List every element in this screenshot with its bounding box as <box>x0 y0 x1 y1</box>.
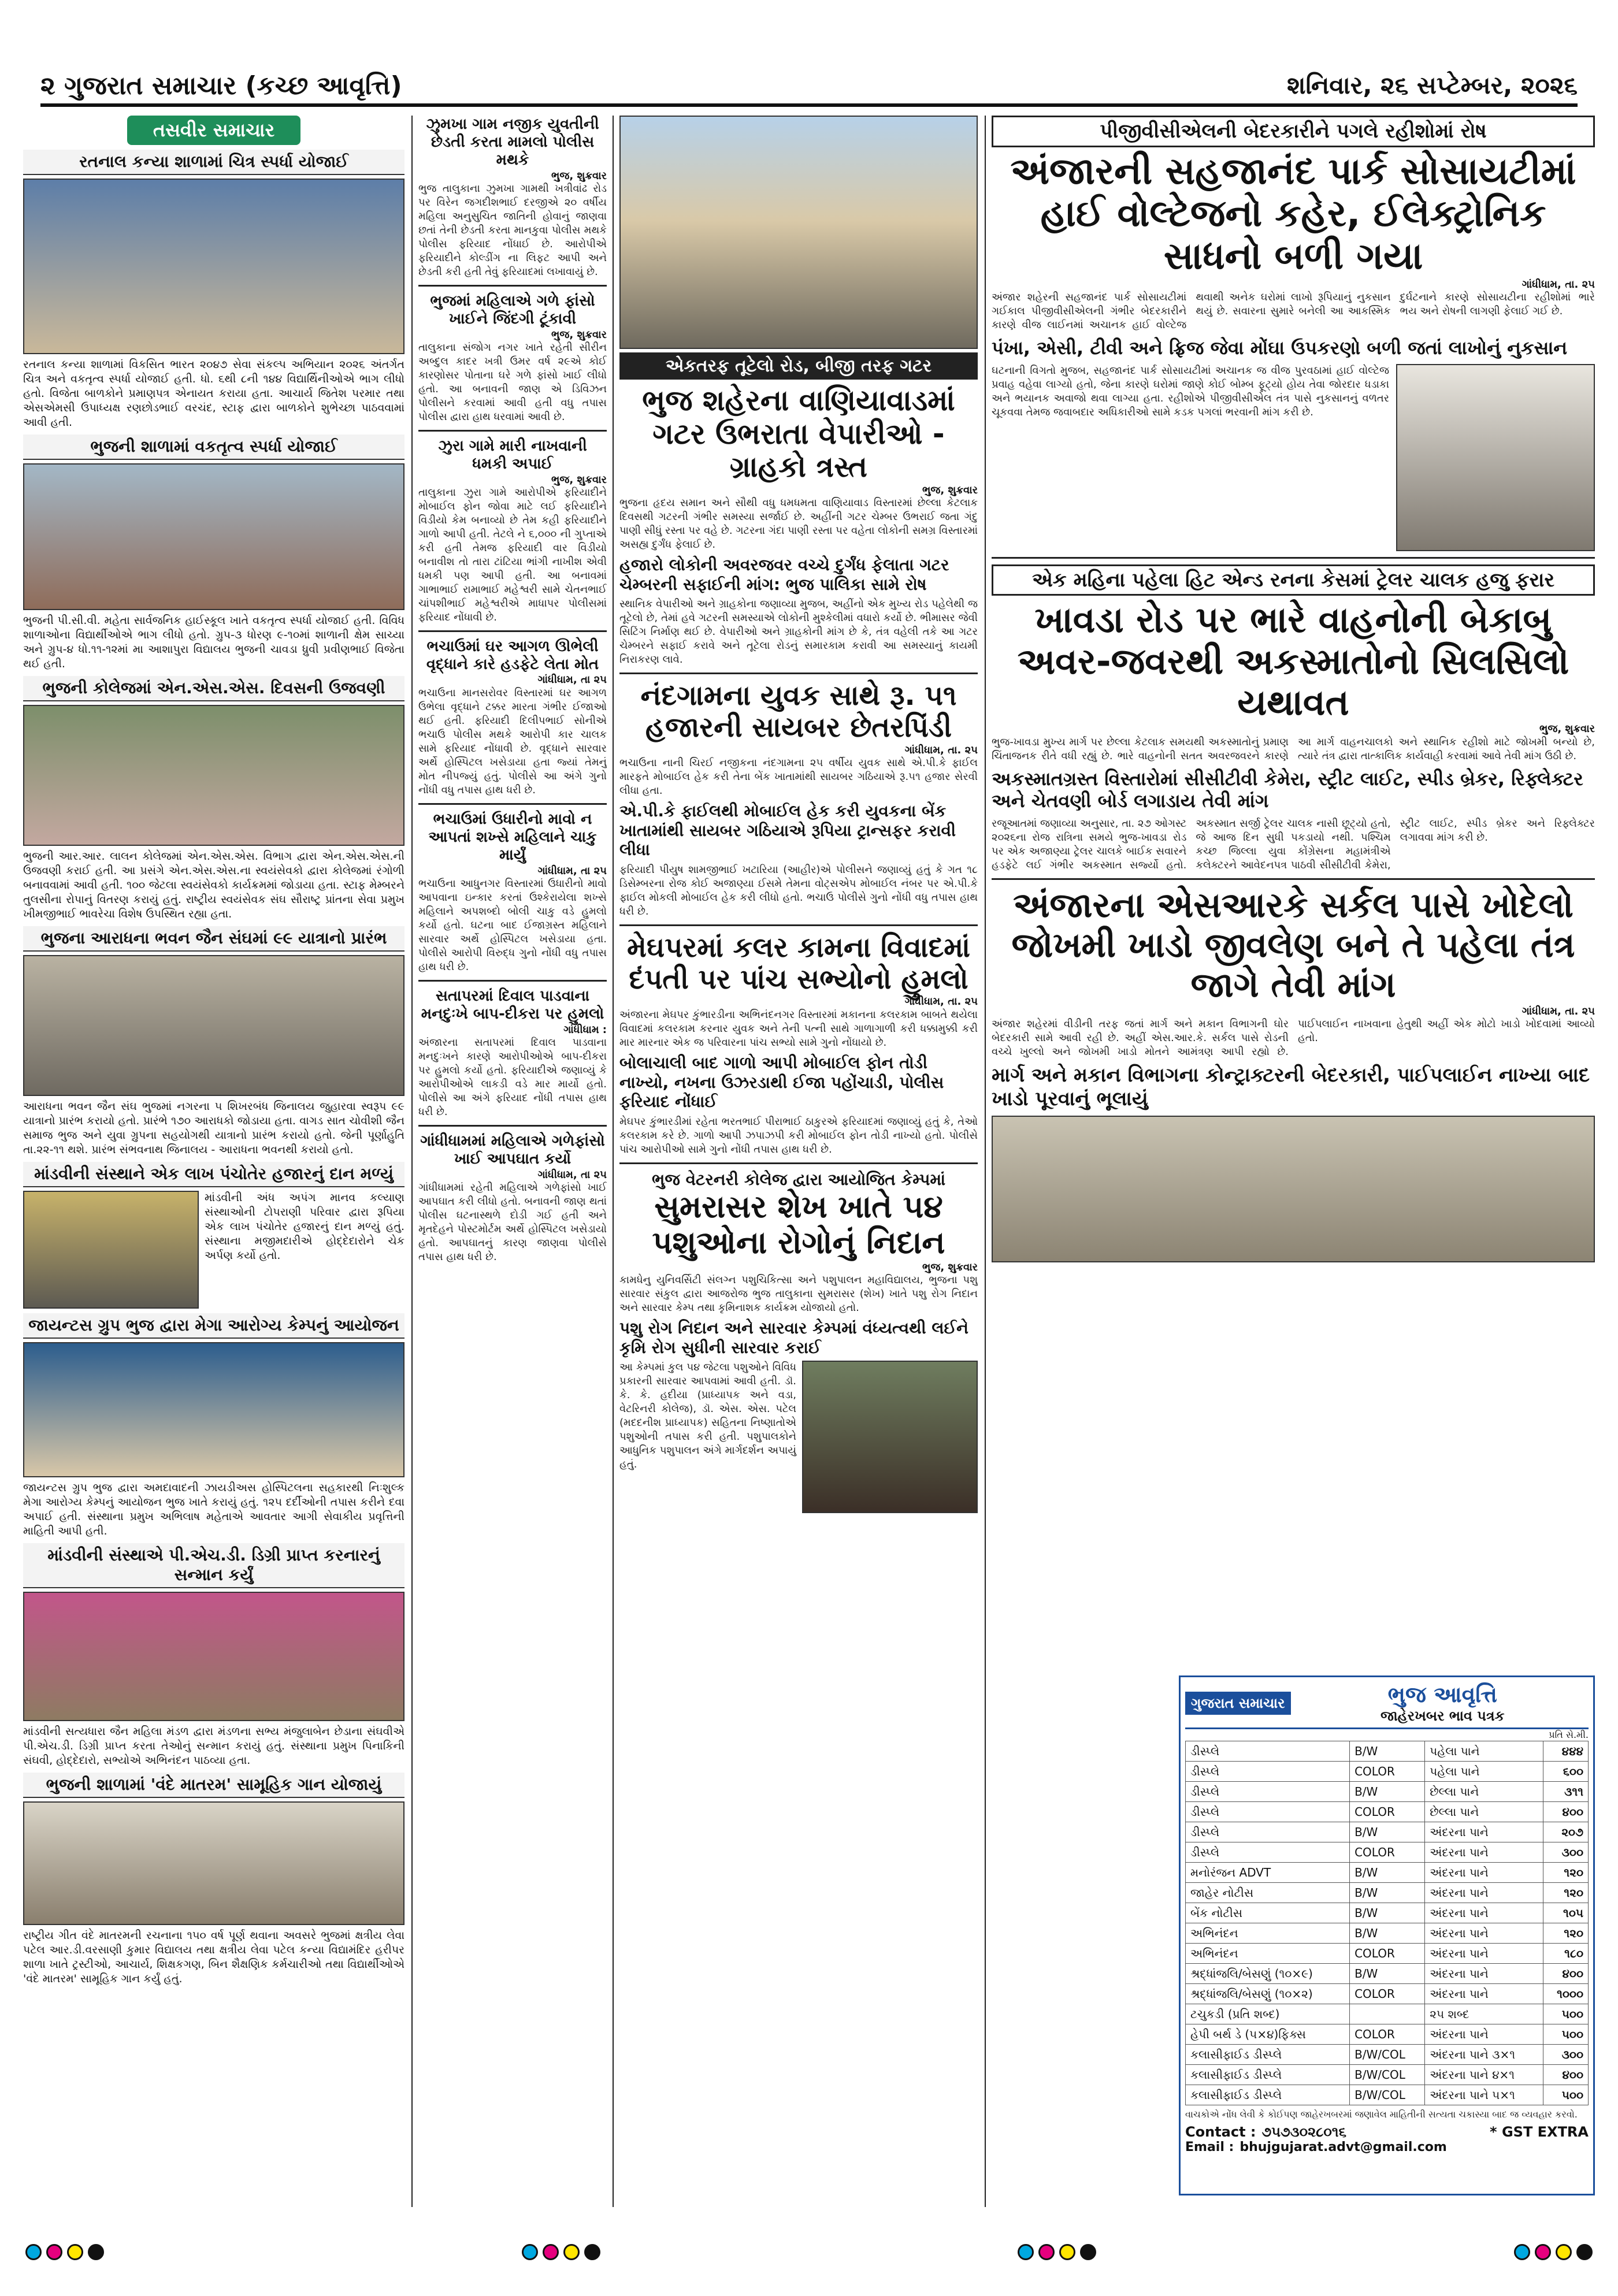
rate-rate-cell: ૩૦૦ <box>1543 1842 1588 1863</box>
rate-rate-cell: ૪૦૦ <box>1543 1802 1588 1822</box>
rate-item-cell: કલાસીફાઈડ ડીસ્પ્લે <box>1186 2085 1350 2105</box>
article-headline: ભુજ શહેરના વાણિયાવાડમાં ગટર ઉભરાતા વેપારીઓ - ગ્રાહકો ત્રસ્ત <box>642 384 955 484</box>
phd-honour-photo <box>23 1592 404 1721</box>
article-headline: ઝુમખા ગામ નજીક યુવતીની છેડતી કરતા મામલો પોલીસ મથકે <box>426 116 599 169</box>
rate-mode-cell: B/W <box>1350 1964 1425 1984</box>
dateline: ગાંધીધામ, તા. ૨૫ <box>1521 1005 1595 1017</box>
rate-pos-cell: અંદરના પાને <box>1425 1863 1543 1883</box>
rate-mode-cell: B/W <box>1350 1863 1425 1883</box>
picture-news-column <box>23 116 404 2207</box>
rate-row <box>1186 2085 1589 2105</box>
article-headline: ભચાઉમાં ઉધારીનો માવો ન આપતાં શખ્સે મહિલાને ચાકુ માર્યું <box>428 811 597 864</box>
rate-row <box>1186 1863 1589 1883</box>
picture-news-item <box>23 1773 404 1986</box>
article-subhead: બોલાચાલી બાદ ગાળો આપી મોબાઈલ ફોન તોડી નાખ્યો, નખના ઉઝરડાથી ઈજા પહોંચાડી, પોલીસ ફરિયાદ નોંધાઈ <box>619 1053 944 1112</box>
divider <box>418 430 607 432</box>
rate-card-subtitle: જાહેરખબર ભાવ પત્રક <box>1380 1708 1505 1724</box>
rate-mode-cell: COLOR <box>1350 1802 1425 1822</box>
rate-pos-cell: અંદરના પાને <box>1425 1842 1543 1863</box>
rate-row <box>1186 2045 1589 2065</box>
article-body: અંજારના મેઘપર કુંભારડીના અભિનંદનગર વિસ્તારમાં મકાનના કલરકામ બાબતે થયેલા વિવાદમાં કલરકામ કરનાર યુવક અને તેની પત્ની સાથે ગાળાગાળી કરી ધક્કામુક્કી કરી માર મારનાર એક જ પરિવારના પાંચ સભ્યો સામે ગુનો નોંધાયો છે. <box>619 1009 978 1049</box>
article-headline: મેઘપરમાં કલર કામના વિવાદમાં દંપતી પર પાંચ સભ્યોનો હુમલો <box>627 931 970 996</box>
rate-rate-cell: ૧૦૫ <box>1543 1903 1588 1923</box>
item-heading: જાયન્ટસ ગ્રુપ ભુજ દ્વારા મેગા આરોગ્ય કેમ્પનું આયોજન <box>23 1313 404 1339</box>
rate-pos-cell: ૨૫ શબ્દ <box>1425 2004 1543 2024</box>
rate-row <box>1186 1944 1589 1964</box>
item-caption: રાષ્ટ્રીય ગીત વંદે માતરમની રચનાના ૧૫૦ વર્ષ પૂર્ણ થવાના અવસરે ભુજમાં ક્ષત્રીય લેવા પટેલ આર.ડી.વરસાણી કુમાર વિદ્યાલય તથા ક્ષત્રીય લેવા પટેલ કન્યા વિદ્યામંદિર હરીપર શાળા ખાતે ટ્રસ્ટીઓ, આચાર્ય, શિક્ષકગણ, બિન શૈક્ષણિક કર્મચારીઓ તથા વિદ્યાર્થીઓએ 'વંદે માતરમ' સામૂહિક ગાન કર્યું હતું. <box>23 1929 404 1985</box>
divider <box>418 285 607 287</box>
rate-pos-cell: અંદરના પાને <box>1425 1944 1543 1964</box>
rate-item-cell: ડીસ્પ્લે <box>1186 1741 1350 1762</box>
rate-rate-cell: ૪૦૦ <box>1543 1964 1588 1984</box>
column-divider <box>985 116 986 2207</box>
contact-phone[interactable]: ૭૫૭૩૦૨૮૦૧૬ <box>1261 2124 1347 2140</box>
rate-rate-cell: ૧૮૦ <box>1543 1944 1588 1964</box>
rate-item-cell: બેંક નોટીસ <box>1186 1903 1350 1923</box>
article-body: અંજાર શહેરમાં વીડીની તરફ જતાં માર્ગ અને મકાન વિભાગની ઘોર બેદરકારી સામે આવી રહી છે. અહીં એસ.આર.કે. સર્કલ પાસે રોડની વચ્ચે ખુલ્લો અને જોખમી ખાડો મોતને આમંત્રણ આપી રહ્યો છે. પાઈપલાઈન નાખવાના હેતુથી અહીં એક મોટો ખાડો ખોદવામાં આવ્યો હતો. <box>992 1018 1595 1058</box>
dateline: ગાંધીધામ, તા. ૨૫ <box>904 995 978 1008</box>
rate-row <box>1186 1782 1589 1802</box>
rate-row <box>1186 1883 1589 1903</box>
rate-item-cell: કલાસીફાઈડ ડીસ્પ્લે <box>1186 2065 1350 2085</box>
dateline: ભુજ, શુક્રવાર <box>551 328 607 341</box>
rate-mode-cell: B/W <box>1350 1741 1425 1762</box>
rate-mode-cell: COLOR <box>1350 2024 1425 2045</box>
article-headline: અંજારના એસઆરકે સર્કલ પાસે ખોદેલો જોખમી ખાડો જીવલેણ બને તે પહેલા તંત્ર જાગે તેવી માંગ <box>1011 885 1575 1005</box>
rate-item-cell: કલાસીફાઈડ ડીસ્પ્લે <box>1186 2045 1350 2065</box>
rate-pos-cell: અંદરના પાને ૪×૧ <box>1425 2065 1543 2085</box>
dateline: ગાંધીધામ, તા ૨૫ <box>537 674 607 686</box>
rate-pos-cell: છેલ્લા પાને <box>1425 1782 1543 1802</box>
rate-pos-cell: અંદરના પાને <box>1425 1964 1543 1984</box>
article-body: રજૂઆતમાં જણાવ્યા અનુસાર, તા. ૨૭ ઓગસ્ટ ૨૦૨૬ના રોજ રાત્રિના સમયે ભુજ-ખાવડા રોડ પર એક અજાણ્યા ટ્રેલર ચાલકે બાઈક સવારને હડફેટે લઈ ગંભીર અકસ્માત સર્જ્યો હતો. અકસ્માત સર્જી ટ્રેલર ચાલક નાસી છૂટ્યો હતો, જે આજ દિન સુધી પકડાયો નથી. પશ્ચિમ કચ્છ જિલ્લા યુવા કોંગ્રેસના મહામંત્રીએ કલેક્ટરને આવેદનપત્ર પાઠવી સીસીટીવી કેમેરા, સ્ટ્રીટ લાઈટ, સ્પીડ બ્રેકર અને રિફ્લેક્ટર લગાવવા માંગ કરી છે. <box>992 817 1595 871</box>
article-body: ગાંધીધામમાં રહેતી મહિલાએ ગળેફાંસો ખાઈ આપઘાત કરી લીધો હતો. બનાવની જાણ થતાં પોલીસ ઘટનાસ્થળે દોડી ગઈ હતી અને મૃતદેહને પોસ્ટમોર્ટમ અર્થે હોસ્પિટલ ખસેડાયો હતો. આપઘાતનું કારણ જાણવા પોલીસે તપાસ હાથ ધરી છે. <box>418 1182 607 1264</box>
rate-pos-cell: છેલ્લા પાને <box>1425 1802 1543 1822</box>
rate-item-cell: જાહેર નોટીસ <box>1186 1883 1350 1903</box>
rate-row <box>1186 1903 1589 1923</box>
article-headline: નંદગામના યુવક સાથે રૂ. ૫૧ હજારની સાયબર છેતરપિંડી <box>640 679 957 744</box>
rate-item-cell: શ્રદ્ધાંજલિ/બેસણું (૧૦×૯) <box>1186 1964 1350 1984</box>
rate-item-cell: ડીસ્પ્લે <box>1186 1762 1350 1782</box>
rate-mode-cell: B/W/COL <box>1350 2065 1425 2085</box>
article-body: અંજારના સતાપરમાં દિવાલ પાડવાના મનદુઃખને કારણે આરોપીઓએ બાપ-દીકરા પર હુમલો કર્યો હતો. ફરિયાદીએ જણાવ્યું કે આરોપીઓએ લાકડી વડે માર માર્યો હતો. પોલીસે આ અંગે ફરિયાદ નોંધી તપાસ હાથ ધરી છે. <box>418 1036 607 1119</box>
article-body: આ કેમ્પમાં કુલ ૫૪ જેટલા પશુઓને વિવિધ પ્રકારની સારવાર આપવામાં આવી હતી. ડૉ. કે. કે. હદીયા (પ્રાધ્યાપક અને વડા, વેટરિનરી કોલેજ), ડૉ. એસ. એસ. પટેલ (મદદનીશ પ્રાધ્યાપક) સહિતના નિષ્ણાતોએ પશુઓની તપાસ કરી હતી. પશુપાલકોને આધુનિક પશુપાલન અંગે માર્ગદર્શન અપાયું હતું. <box>619 1361 796 1471</box>
flooded-road-photo <box>619 116 978 349</box>
article-headline: ગાંધીધામમાં મહિલાએ ગળેફાંસો ખાઈ આપઘાત કર્યો <box>420 1132 605 1168</box>
rate-rate-cell: ૧૨૦ <box>1543 1883 1588 1903</box>
rate-pos-cell: અંદરના પાને <box>1425 1984 1543 2004</box>
rate-rate-cell: ૬૦૦ <box>1543 1762 1588 1782</box>
item-heading: ભુજની શાળામાં 'વંદે માતરમ' સામૂહિક ગાન યોજાયું <box>23 1773 404 1798</box>
email-label: Email : <box>1185 2140 1234 2154</box>
article-headline: ભચાઉમાં ઘર આગળ ઊભેલી વૃદ્ધાને કારે હડફેટે લેતા મોત <box>426 638 599 674</box>
rate-item-cell: હેપી બર્થ ડે (૫×૪)ફિક્સ <box>1186 2024 1350 2045</box>
article-body: ભુજ તાલુકાના ઝુમખા ગામથી ખત્રીવાંઢ રોડ પર વિરેન જગદીશભાઈ દરજીએ ૨૦ વર્ષીય મહિલા અનુસુચિત જાતિની હોવાનું જાણવા છતાં તેની છેડતી કરતા માનકુવા પોલીસ મથકે પોલીસ ફરિયાદ નોંધાઈ છે. આરોપીએ ફરિયાદીને કોલ્ડીંગ ના લિફટ આપી અને છેડતી કરી હતી તેવું ફરિયાદમાં લખાવાયું છે. <box>418 183 607 278</box>
item-caption: આરાધના ભવન જૈન સંઘ ભુજમાં નગરના ૫ શિખરબંધ જિનાલય જુહારવા સ્વરૂપ ૯૯ યાત્રાનો પ્રારંભ કરાયો હતો. પ્રારંભે ૧૭૦ આરાધકો જોડાયા હતા. વાગડ સાત ચોવીશી જૈન સમાજ ભુજ અને યુવા ગ્રુપના સહયોગથી યાત્રાનો પ્રારંભ કરાયો હતો. જેની પૂર્ણાહુતિ તા.૨૨-૧૧ થશે. પ્રારંભ સંભવનાથ જિનાલય - આરાધના ભવનથી કરાયો હતો. <box>23 1100 404 1156</box>
rate-table <box>1185 1741 1589 2105</box>
article-subhead: અકસ્માતગ્રસ્ત વિસ્તારોમાં સીસીટીવી કેમેરા, સ્ટ્રીટ લાઈટ, સ્પીડ બ્રેકર, રિફ્લેક્ટર અને ચેતવણી બોર્ડ લગાડાય તેવી માંગ <box>992 767 1583 812</box>
nss-day-photo <box>23 705 404 846</box>
article-headline: ખાવડા રોડ પર ભારે વાહનોની બેકાબુ અવર-જવરથી અકસ્માતોનો સિલસિલો યથાવત <box>1017 599 1569 723</box>
rate-card-title: ભુજ આવૃત્તિ <box>1387 1682 1497 1707</box>
rate-item-cell: અભિનંદન <box>1186 1944 1350 1964</box>
rate-row <box>1186 2024 1589 2045</box>
rate-rate-cell: ૪૦૦ <box>1543 2065 1588 2085</box>
article-body: ભુજના હૃદય સમાન અને સૌથી વધુ ધમધમતા વાણિયાવાડ વિસ્તારમાં છેલ્લા કેટલાક દિવસથી ગટરની ગંભીર સમસ્યા સર્જાઈ છે. અહીંની ગટર ચેમ્બર ઉભરાઈ જતા ગંદુ પાણી સીધું રસ્તા પર વહે છે. ગટરના ગંદા પાણી રસ્તા પર વહેતા લોકોની સમગ્ર વિસ્તારમાં અસહ્ય દુર્ગંધ ફેલાઈ છે. <box>619 497 978 551</box>
article-body: ફરિયાદી પીયુષ શામજીભાઈ ખટારિયા (આહીર)એ પોલીસને જણાવ્યું હતું કે ગત ૧૮ ડિસેમ્બરના રોજ કોઈ અજાણ્યા ઈસમે તેમના વોટ્સએપ મોબાઈલ નંબર પર એ.પી.કે ફાઈલ મોકલી મોબાઈલ હેક કરી લીધો હતો. ભચાઉ પોલીસે ગુનો નોંધી વધુ તપાસ હાથ ધરી છે. <box>619 864 978 918</box>
rate-pos-cell: પહેલા પાને <box>1425 1741 1543 1762</box>
rate-card <box>1179 1675 1595 2195</box>
article-headline: ભુજમાં મહિલાએ ગળે ફાંસો ખાઈને જિંદગી ટૂંકાવી <box>430 292 595 328</box>
divider <box>418 803 607 805</box>
article-body: તાલુકાના સંજોગ નગર ખાતે રહેતી સીરીન અબ્દુલ કાદર ખત્રી ઉમર વર્ષ ૨૯એ કોઈ કારણોસર પોતાના ઘરે ગળે ફાંસો ખાઈ લીધો હતો. આ બનાવની જાણ એ ડિવિઝન પોલીસને કરવામાં આવી હતી વધુ તપાસ પોલીસ દ્વારા હાથ ધરવામાં આવી છે. <box>418 341 607 423</box>
dateline: ભુજ, શુક્રવાર <box>1539 723 1595 735</box>
burnt-switchboard-photo <box>1396 364 1595 551</box>
article-body: અંજાર શહેરની સહજાનંદ પાર્ક સોસાયટીમાં ગઈકાલ પીજીવીસીએલની ગંભીર બેદરકારીને કારણે વીજ લાઈનમાં અચાનક હાઈ વોલ્ટેજ થવાથી અનેક ઘરોમાં લાખો રૂપિયાનું નુકસાન થયું છે. સવારના સુમારે બનેલી આ આકસ્મિક દુર્ઘટનાને કારણે સોસાયટીના રહીશોમાં ભારે ભય અને રોષની લાગણી ફેલાઈ ગઈ છે. <box>992 291 1595 332</box>
picture-news-item <box>23 434 404 671</box>
health-camp-photo <box>23 1342 404 1477</box>
dateline: ભુજ, શુક્રવાર <box>551 169 607 182</box>
kicker-box <box>992 116 1595 147</box>
newspaper-edition: ૨ ગુજરાત સમાચાર (કચ્છ આવૃત્તિ) <box>40 71 402 101</box>
rate-pos-cell: અંદરના પાને <box>1425 2024 1543 2045</box>
rate-row <box>1186 1842 1589 1863</box>
article-body: ભચાઉના માનસરોવર વિસ્તારમાં ઘર આગળ ઉભેલા વૃદ્ધાને ટક્કર મારતા ગંભીર ઈજાઓ થઈ હતી. ફરિયાદી દિલીપભાઈ સોનીએ ભચાઉ પોલીસ મથકે આરોપી કાર ચાલક સામે ફરિયાદ નોંધાવી છે. વૃદ્ધાને સારવાર અર્થે હોસ્પિટલ ખસેડાયા હતા જ્યાં તેમનું મોત નીપજ્યું હતું. પોલીસે આ અંગે ગુનો નોંધી વધુ તપાસ હાથ ધરી છે. <box>418 687 607 797</box>
rate-mode-cell: B/W <box>1350 1782 1425 1802</box>
dateline: ભુજ, શુક્રવાર <box>922 484 978 496</box>
rate-item-cell: અભિનંદન <box>1186 1923 1350 1944</box>
photo-caption-banner: એકતરફ તૂટેલો રોડ, બીજી તરફ ગટર <box>619 352 978 380</box>
rate-rate-cell: ૫૦૦ <box>1543 2004 1588 2024</box>
rate-rate-cell: ૧૨૦ <box>1543 1863 1588 1883</box>
page-header <box>40 66 1578 107</box>
article-body: ભચાઉના આધુનગર વિસ્તારમાં ઉધારીનો માવો આપવાના ઇન્કાર કરતાં ઉશ્કેરાયેલા શખ્સે મહિલાને અપશબ્દો બોલી ચાકુ વડે હુમલો કર્યો હતો. ઘટના બાદ ઈજાગ્રસ્ત મહિલાને સારવાર અર્થે હોસ્પિટલ ખસેડાયા હતા. પોલીસે આરોપી વિરુદ્ધ ગુનો નોંધી વધુ તપાસ હાથ ધરી છે. <box>418 878 607 974</box>
article-headline: સુમરાસર શેખ ખાતે ૫૪ પશુઓના રોગોનું નિદાન <box>652 1188 945 1261</box>
article-body: મેઘપર કુંભારડીમાં રહેતા ભરતભાઈ પીરાભાઈ ઠાકુરએ ફરિયાદમાં જણાવ્યું હતું કે, તેઓ કલરકામ કરે છે. ગાળો આપી ઝપાઝપી કરી મોબાઈલ ફોન તોડી નાખ્યો હતો. પોલીસે પાંચ આરોપીઓ સામે ગુનો નોંધી તપાસ હાથ ધરી છે. <box>619 1115 978 1156</box>
rate-row <box>1186 1762 1589 1782</box>
rate-row <box>1186 2004 1589 2024</box>
rate-pos-cell: અંદરના પાને <box>1425 1903 1543 1923</box>
divider <box>418 1125 607 1127</box>
article-subhead: હજારો લોકોની અવરજવર વચ્ચે દુર્ગંધ ફેલાતા ગટર ચેમ્બરની સફાઈની માંગ: ભુજ પાલિકા સામે રોષ <box>619 555 949 594</box>
item-heading: ભુજની શાળામાં વકતૃત્વ સ્પર્ધા યોજાઈ <box>23 434 404 460</box>
rate-pos-cell: અંદરના પાને ૫×૧ <box>1425 2085 1543 2105</box>
rate-mode-cell: B/W <box>1350 1923 1425 1944</box>
kicker-box <box>992 564 1595 596</box>
rate-item-cell: ડીસ્પ્લે <box>1186 1802 1350 1822</box>
item-heading: ભુજના આરાધના ભવન જૈન સંઘમાં ૯૯ યાત્રાનો પ્રારંભ <box>23 926 404 952</box>
divider <box>418 630 607 632</box>
rate-mode-cell: COLOR <box>1350 1984 1425 2004</box>
rate-mode-cell: COLOR <box>1350 1944 1425 1964</box>
reader-note: વાચકોએ નોંધ લેવી કે કોઈપણ જાહેરખબરમાં જણાવેલ માહિતીની સત્યતા ચકાસ્યા બાદ જ વ્યવહાર કરવો. <box>1185 2109 1578 2120</box>
rate-rate-cell: ૩૧૧ <box>1543 1782 1588 1802</box>
center-news-column <box>619 116 978 2207</box>
short-news-column <box>418 116 607 2207</box>
rate-rate-cell: ૫૦૦ <box>1543 2085 1588 2105</box>
dateline: ગાંધીધામ : <box>563 1023 607 1036</box>
item-caption: ભુજની આર.આર. લાલન કોલેજમાં એન.એસ.એસ. વિભાગ દ્વારા એન.એસ.એસ.ની ઉજવણી કરાઈ હતી. આ પ્રસંગે એન.એસ.એસ.ના સ્વયંસેવકો દ્વારા કોલેજમાં રંગોળી બનાવવામાં આવી હતી. ૧૦૦ જેટલા સ્વયંસેવકો કાર્યક્રમમાં જોડાયા હતા. સ્ટાફ મેમ્બરને તુલસીના રોપાનું વિતરણ કરાયું હતું. રાષ્ટ્રીય સ્વયંસેવક સંઘ સૌરાષ્ટ્ર પ્રાંતના સેવા પ્રમુખ ખીમજીભાઈ ભાવરેચા વિશેષ ઉપસ્થિત રહ્યા હતા. <box>23 850 404 920</box>
picture-news-item <box>23 1543 404 1768</box>
article-subhead: એ.પી.કે ફાઈલથી મોબાઈલ હેક કરી યુવકના બેંક ખાતામાંથી સાયબર ગઠિયાએ રૂપિયા ટ્રાન્સફર કરાવી લીધા <box>619 801 956 860</box>
rate-row <box>1186 2065 1589 2085</box>
item-caption: માંડવીની સત્યધારા જૈન મહિલા મંડળ દ્વારા મંડળના સભ્ય મંજુલાબેન છેડાના સંઘવીએ પી.એચ.ડી. ડિગ્રી પ્રાપ્ત કરતા તેઓનું સન્માન કરાયું હતું. સંસ્થાના પ્રમુખ પિનાકિની સંઘવી, હોદ્દેદારો, સભ્યોએ અભિનંદન પાઠવ્યા હતા. <box>23 1725 404 1767</box>
article-kicker: પીજીવીસીએલની બેદરકારીને પગલે રહીશોમાં રોષ <box>1100 120 1487 143</box>
vet-camp-photo <box>802 1361 978 1513</box>
rate-pos-cell: અંદરના પાને <box>1425 1822 1543 1842</box>
rate-pos-cell: અંદરના પાને ૩×૧ <box>1425 2045 1543 2065</box>
item-caption: ભુજની પી.સી.વી. મહેતા સાર્વજનિક હાઈસ્કૂલ ખાતે વકતૃત્વ સ્પર્ધા યોજાઈ હતી. વિવિધ શાળાઓના વિદ્યાર્થીઓએ ભાગ લીધો હતો. ગ્રુપ-૩ ધોરણ ૯-૧૦માં શાળાની ક્ષેમ સાચ્યા અને ગ્રુપ-૪ ધો.૧૧-૧૨માં મા આશાપુરા વિદ્યાલય ભુજની ચાવડા ધ્રુવી પ્રવીણભાઈ વિજેતા થઈ હતી. <box>23 614 404 670</box>
open-pit-photo <box>992 1116 1595 1262</box>
rate-mode-cell: B/W <box>1350 1903 1425 1923</box>
article-headline: સતાપરમાં દિવાલ પાડવાના મનદુઃખે બાપ-દીકરા પર હુમલો <box>421 987 604 1023</box>
rate-row <box>1186 1984 1589 2004</box>
article-subhead: પશુ રોગ નિદાન અને સારવાર કેમ્પમાં વંધ્યત્વથી લઈને કૃમિ રોગ સુધીની સારવાર કરાઈ <box>619 1318 969 1357</box>
picture-news-item <box>23 1162 404 1309</box>
rate-mode-cell: B/W <box>1350 1883 1425 1903</box>
dateline: ગાંધીધામ, તા. ૨૫ <box>1521 278 1595 291</box>
printer-registration-marks <box>23 2242 1595 2265</box>
speech-contest-photo <box>23 463 404 610</box>
item-heading: ભુજની કોલેજમાં એન.એસ.એસ. દિવસની ઉજવણી <box>23 676 404 701</box>
jain-yatra-photo <box>23 955 404 1096</box>
article-body: ઘટનાની વિગતો મુજબ, સહજાનંદ પાર્ક સોસાયટીમાં અચાનક જ વીજ પુરવઠામાં હાઈ વોલ્ટેજ પ્રવાહ વહેવા લાગ્યો હતો, જેના કારણે ઘરોમાં જાણે કોઈ બોમ્બ ફૂટ્યો હોય તેવા જોરદાર ધડાકા અને ભયાનક અવાજો થવા લાગ્યા હતા. રહીશોએ પીજીવીસીએલ તંત્ર પાસે નુકસાનનું વળતર ચૂકવવા તેમજ જવાબદાર અધિકારીઓ સામે કડક પગલાં ભરવાની માંગ કરી છે. <box>992 364 1389 418</box>
article-headline: અંજારની સહજાનંદ પાર્ક સોસાયટીમાં હાઈ વોલ્ટેજનો કહેર, ઈલેક્ટ્રોનિક સાધનો બળી ગયા <box>1010 150 1576 278</box>
column-divider <box>613 116 614 2207</box>
rate-mode-cell: B/W/COL <box>1350 2045 1425 2065</box>
rate-item-cell: ડીસ્પ્લે <box>1186 1842 1350 1863</box>
school-drawing-photo <box>23 179 404 354</box>
rate-mode-cell: B/W/COL <box>1350 2085 1425 2105</box>
article-body: ભચાઉના નાની ચિરઈ નજીકના નંદગામના ૨૫ વર્ષીય યુવક સાથે એ.પી.કે ફાઈલ મારફતે મોબાઈલ હેક કરી તેના બેંક ખાતામાંથી સાયબર ગઠિયાએ રૂ.૫૧ હજાર સેરવી લીધા હતા. <box>619 757 978 797</box>
rate-rate-cell: ૫૦૦ <box>1543 2024 1588 2045</box>
issue-date: શનિવાર, ૨૬ સપ્ટેમ્બર, ૨૦૨૬ <box>1287 71 1578 99</box>
rate-row <box>1186 1822 1589 1842</box>
vande-mataram-photo <box>23 1801 404 1925</box>
rate-rate-cell: ૩૦૦ <box>1543 2045 1588 2065</box>
item-heading: માંડવીની સંસ્થાને એક લાખ પંચોતેર હજારનું દાન મળ્યું <box>23 1162 404 1187</box>
dateline: ગાંધીધામ, તા ૨૫ <box>537 864 607 877</box>
article-subhead: માર્ગ અને મકાન વિભાગના કોન્ટ્રાક્ટરની બેદરકારી, પાઈપલાઈન નાખ્યા બાદ ખાડો પૂરવાનું ભૂલાયું <box>992 1064 1590 1111</box>
rate-item-cell: ડીસ્પ્લે <box>1186 1782 1350 1802</box>
rate-mode-cell: COLOR <box>1350 1842 1425 1863</box>
divider <box>418 980 607 982</box>
rate-rate-cell: ૧૨૦ <box>1543 1923 1588 1944</box>
article-body: કામધેનુ યુનિવર્સિટી સંલગ્ન પશુચિકિત્સા અને પશુપાલન મહાવિદ્યાલય, ભુજના પશુ સારવાર સંકુલ દ્વારા આજરોજ ભુજ તાલુકાના સુમરાસર (શેખ) ખાતે પશુ રોગ નિદાન અને સારવાર કેમ્પ તથા કૃમિનાશક કાર્યક્રમ યોજાયો હતો. <box>619 1274 978 1314</box>
picture-news-item <box>23 926 404 1157</box>
rate-mode-cell: COLOR <box>1350 1762 1425 1782</box>
rate-unit: પ્રતિ સે.મી. <box>1549 1729 1589 1740</box>
picture-news-item <box>23 676 404 922</box>
article-body: તાલુકાના ઝુરા ગામે આરોપીએ ફરિયાદીને મોબાઈલ ફોન જોવા માટે લઈ ફરિયાદીને વિડીયો કેમ બનાવ્યો છે તેમ કહી ફરિયાદીને ગાળો આપી હતી. તેટલે ને ૬,૦૦૦ ની ગુપ્તાએ કરી હતી તેમજ ફરિયાદી વાર વિડીયો બનાવીશ તો તારા ટાંટિયા ભાંગી નાખીશ એવી ધમકી પણ આપી હતી. આ બનાવમાં ગાભાભાઈ રામાભાઈ મહેશ્વરી સામે ચેતનભાઈ ચાંપશીભાઈ મહેશ્વરીએ માધાપર પોલીસમાં ફરિયાદ નોંધાવી છે. <box>418 486 607 624</box>
divider <box>619 924 978 926</box>
dateline: ગાંધીધામ, તા. ૨૫ <box>904 744 978 756</box>
contact-email[interactable]: bhujgujarat.advt@gmail.com <box>1240 2140 1447 2154</box>
rate-card-brand: ગુજરાત સમાચાર <box>1185 1692 1291 1715</box>
divider <box>619 673 978 674</box>
contact-label: Contact : <box>1185 2124 1256 2140</box>
rate-item-cell: મનોરંજન ADVT <box>1186 1863 1350 1883</box>
rate-item-cell: ટચુકડી (પ્રતિ શબ્દ) <box>1186 2004 1350 2024</box>
donation-photo <box>23 1191 199 1309</box>
picture-news-item <box>23 150 404 430</box>
gst-note: * GST EXTRA <box>1490 2124 1589 2140</box>
rate-row <box>1186 1802 1589 1822</box>
item-caption: જાયન્ટસ ગ્રુપ ભુજ દ્વારા અમદાવાદની ઝાયડીઅસ હોસ્પિટલના સહકારથી નિઃશુલ્ક મેગા આરોગ્ય કેમ્પનું આયોજન ભુજ ખાતે કરાયું હતું. ૧૨૫ દર્દીઓની તપાસ કરીને દવા અપાઈ હતી. સંસ્થાના પ્રમુખ અભિલાષ મહેતાએ આવતાર આગી સેવાકીય પ્રવૃત્તિની માહિતી આપી હતી. <box>23 1481 404 1537</box>
photo-kicker: ભુજ વેટરનરી કોલેજ દ્વારા આયોજિત કેમ્પમાં <box>651 1169 946 1189</box>
article-body: ભુજ-ખાવડા મુખ્ય માર્ગ પર છેલ્લા કેટલાક સમયથી અકસ્માતોનું પ્રમાણ ચિંતાજનક રીતે વધી રહ્યું છે. ભારે વાહનોની સતત અવરજવરને કારણે આ માર્ગ વાહનચાલકો અને સ્થાનિક રહીશો માટે જોખમી બન્યો છે, ત્યારે તંત્ર દ્વારા તાત્કાલિક કાર્યવાહી કરવામાં આવે તેવી માંગ ઉઠી છે. <box>992 735 1595 762</box>
article-kicker: એક મહિના પહેલા હિટ એન્ડ રનના કેસમાં ટ્રેલર ચાલક હજુ ફરાર <box>1031 568 1555 592</box>
divider <box>992 878 1595 880</box>
rate-rate-cell: ૧૦૦૦ <box>1543 1984 1588 2004</box>
picture-news-tag: તસવીર સમાચાર <box>127 116 300 145</box>
rate-pos-cell: અંદરના પાને <box>1425 1923 1543 1944</box>
dateline: ગાંધીધામ, તા ૨૫ <box>537 1168 607 1181</box>
article-headline: ઝુરા ગામે મારી નાખવાની ધમકી અપાઈ <box>438 437 587 473</box>
article-body: સ્થાનિક વેપારીઓ અને ગ્રાહકોના જણાવ્યા મુજબ, અહીંનો એક મુખ્ય રોડ પહેલેથી જ તૂટેલો છે, તેમાં હવે ગટરની સમસ્યાએ લોકોની મુશ્કેલીમાં વધારો કર્યો છે. ભીમાસર જેવી સિટિંગ નિર્માણ થઈ છે. વેપારીઓ અને ગ્રાહકોની માંગ છે કે, તંત્ર વહેલી તકે આ ગટર ચેમ્બરને સફાઈ કરાવે અને તૂટેલા રોડનું સમારકામ કરાવી આ સમસ્યાનું કાયમી નિરાકરણ લાવે. <box>619 598 978 666</box>
rate-rate-cell: ૨૦૭ <box>1543 1822 1588 1842</box>
item-heading: રતનાલ કન્યા શાળામાં ચિત્ર સ્પર્ધા યોજાઈ <box>23 150 404 175</box>
item-caption: રતનાલ કન્યા શાળામાં વિકસિત ભારત ૨૦૪૭ સેવા સંકલ્પ અભિયાન ૨૦૨૬ અંતર્ગત ચિત્ર અને વકતૃત્વ સ્પર્ધા યોજાઈ હતી. ધો. ૬થી ૮ની ૧૪૪ વિદ્યાર્થિનીઓએ ભાગ લીધો હતો. વિજેતા બાળકોને પ્રમાણપત્ર એનાયત કરાયા હતા. આચાર્ય જિતેશ પરમાર તથા એસએમસી ઉપાધ્યક્ષ રણછોડભાઈ વરચંદ, સ્ટાફ દ્વારા બાળકોને શુભેચ્છા પાઠવવામાં આવી હતી. <box>23 358 404 429</box>
item-heading: માંડવીની સંસ્થાએ પી.એચ.ડી. ડિગ્રી પ્રાપ્ત કરનારનું સન્માન કર્યું <box>23 1543 404 1588</box>
dateline: ભુજ, શુક્રવાર <box>922 1261 978 1273</box>
divider <box>619 1162 978 1164</box>
rate-item-cell: શ્રદ્ધાંજલિ/બેસણું (૧૦×૨) <box>1186 1984 1350 2004</box>
rate-item-cell: ડીસ્પ્લે <box>1186 1822 1350 1842</box>
rate-rate-cell: ૪૪૪ <box>1543 1741 1588 1762</box>
rate-mode-cell <box>1350 2004 1425 2024</box>
column-divider <box>411 116 413 2207</box>
dateline: ભુજ, શુક્રવાર <box>551 473 607 486</box>
rate-row <box>1186 1923 1589 1944</box>
article-subhead: પંખા, એસી, ટીવી અને ફ્રિજ જેવા મોંઘા ઉપકરણો બળી જતાં લાખોનું નુકસાન <box>992 337 1568 359</box>
picture-news-item <box>23 1313 404 1539</box>
rate-pos-cell: પહેલા પાને <box>1425 1762 1543 1782</box>
rate-pos-cell: અંદરના પાને <box>1425 1883 1543 1903</box>
divider <box>992 557 1595 559</box>
rate-row <box>1186 1964 1589 1984</box>
item-caption: માંડવીની અંધ અપંગ માનવ કલ્યાણ સંસ્થાઓની ટોપરાણી પરિવાર દ્વારા રૂપિયા એક લાખ પંચોતેર હજારનું દાન મળ્યું હતું. સંસ્થાના મજીમદારીએ હોદ્દેદારોને ચેક અર્પણ કર્યો હતો. <box>205 1191 404 1262</box>
rate-row <box>1186 1741 1589 1762</box>
rate-mode-cell: B/W <box>1350 1822 1425 1842</box>
